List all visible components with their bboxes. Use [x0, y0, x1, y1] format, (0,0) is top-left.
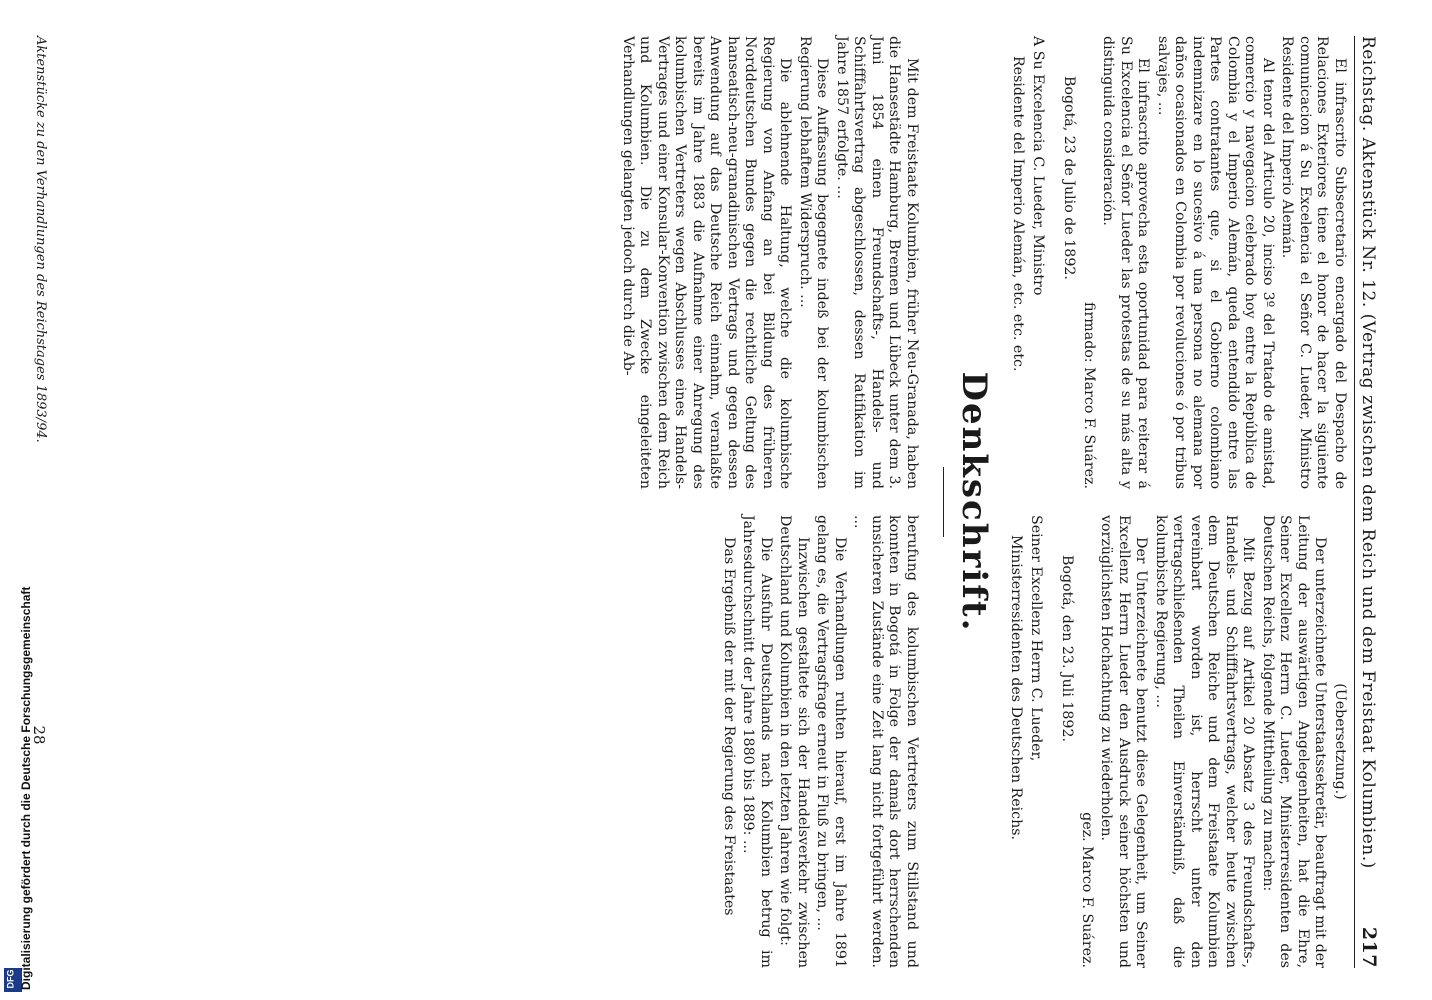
spanish-addressee [1009, 36, 1046, 489]
german-paragraph: Der unterzeichnete Unterstaatssekretär, beauftragt mit der Leitung der auswärtigen Angelegenheiten, hat die Ehre, Seiner Excellenz Herrn C. Lueder, Ministerresidenten des Deutschen Reichs, folgende Mittheilung zu machen: [1260, 515, 1329, 968]
denkschrift-paragraph: Mit dem Freistaate Kolumbien, früher Neu-Granada, haben die Hansestädte Hamburg, Bremen und Lübeck unter dem 3. Juni 1854 einen Freundschafts-, Handels- und Schifffahrtsvertrag abgeschlossen, dessen Ratifikation im Jahre 1857 erfolgte. ... [834, 36, 920, 489]
german-column [988, 515, 1348, 968]
dfg-logo-text: DFG [5, 969, 16, 989]
footer-signature-mark: 28 [30, 725, 48, 745]
page-number: 217 [1358, 926, 1380, 968]
denkschrift-paragraph: berufung des kolumbischen Vertreters zum Stillstand und konnten in Bogotá in Folge der damals dort herrschenden unsicheren Zustände eine Zeit lang nicht fortgeführt werden. ... [851, 515, 920, 968]
denkschrift-paragraph: Inzwischen gestaltete sich der Handelsverkehr zwischen Deutschland und Kolumbien in den letzten Jahren wie folgt: [777, 515, 811, 968]
spanish-addressee-line: Residente del Imperio Alemán, etc. etc. etc. [1010, 56, 1027, 372]
digitization-credit-text: Digitalisierung gefördert durch die Deutsche Forschungsgemeinschaft [19, 586, 33, 990]
german-addressee-line: Seiner Excellenz Herrn C. Lueder, [1028, 515, 1044, 762]
digitization-credit [4, 0, 33, 1000]
footer-left: Aktenstücke zu den Verhandlungen des Reichstages 1893/94. [33, 36, 48, 443]
denkschrift-title: Denkschrift. [954, 371, 994, 633]
german-signature: gez. Marco F. Suárez. [1079, 812, 1095, 968]
denkschrift-paragraph: Die Ausfuhr Deutschlands nach Kolumbien betrug im Jahresdurchschnitt der Jahre 1880 bis 1889: ... [740, 515, 774, 968]
spanish-signature: firmado: Marco F. Suárez. [1081, 302, 1097, 489]
spanish-addressee-line: A Su Excelencia C. Lueder, Ministro [1030, 36, 1046, 296]
spanish-paragraph: El infrascrito Subsecretario encargado del Despacho de Relaciones Exteriores tiene el honor de hacer la siguiente comunicacion á Su Excelencia el Señor C. Lueder, Ministro Residente del Imperio Alemán. [1279, 36, 1348, 489]
running-head-title: Reichstag. Aktenstück Nr. 12. (Vertrag zwischen dem Reich und dem Freistaat Kolumbien.) [1358, 36, 1378, 869]
letter-section [988, 36, 1348, 968]
denkschrift-left-column [52, 36, 920, 489]
document-page [22, 22, 1392, 982]
german-place-date: Bogotá, den 23. Juli 1892. [1059, 555, 1076, 742]
denkschrift-right-column [52, 515, 920, 968]
denkschrift-section [52, 36, 920, 968]
german-addressee [1007, 515, 1044, 968]
german-addressee-line: Ministerresidenten des Deutschen Reichs. [1008, 535, 1025, 841]
translation-heading: (Uebersetzung.) [1332, 683, 1348, 800]
title-rule [943, 467, 944, 537]
german-paragraph: Mit Bezug auf Artikel 20 Absatz 3 des Freundschafts-, Handels- und Schifffahrtsvertrags, welcher heute zwischen dem Deutschen Reiche und dem Freistaate Kolumbien vereinbart worden ist, herrscht unter den vertragschließenden Theilen Einverständniß, daß die kolumbische Regierung, ... [1153, 515, 1257, 968]
spanish-paragraph: Al tenor del Articulo 20, inciso 3º del Tratado de amistad, comercio y navegacion celebrado hoy entre la República de Colombia y el Imperio Alemán, queda entendido entre las Partes contratantes que, si el Gobierno colombiano indemnizare en lo sucesivo á una persona no alemana por daños ocasionados en Colombia por revoluciones ó por tribus salvajes, ... [1155, 36, 1276, 489]
denkschrift-title-block [928, 36, 994, 968]
denkschrift-paragraph: Die Verhandlungen ruhten hierauf, erst im Jahre 1891 gelang es, die Vertragsfrage erneut in Fluß zu bringen, ... [814, 515, 848, 968]
german-paragraph: Der Unterzeichnete benutzt diese Gelegenheit, um Seiner Excellenz Herrn Lueder den Ausdruck seiner höchsten und vorzüglichsten Hochachtung zu wiederholen. [1098, 515, 1150, 968]
running-head [1354, 36, 1392, 968]
spanish-paragraph: El infrascrito aprovecha esta oportunidad para reiterar á Su Excelencia el Señor Lueder las protestas de su más alta y distinguida consideración. [1100, 36, 1152, 489]
denkschrift-paragraph: Diese Auffassung begegnete indeß bei der kolumbischen Regierung lebhaftem Widerspruch. ... [797, 36, 831, 489]
spanish-place-date: Bogotá, 23 de Julio de 1892. [1061, 76, 1078, 280]
denkschrift-paragraph: Die ablehnende Haltung, welche die kolumbische Regierung von Anfang an bei Bildung des früheren Norddeutschen Bundes gegen die rechtliche Geltung des hanseatisch-neu-granadinischen Vertrags und gegen dessen Anwendung auf das Deutsche Reich einnahm, veranlaßte bereits im Jahre 1883 die Aufnahme einer Anregung des kolumbischen Vertreters wegen Abschlusses eines Handels-Vertrages und einer Konsular-Konvention zwischen dem Reich und Kolumbien. Die zu dem Zwecke eingeleiteten Verhandlungen gelangten jedoch durch die Ab- [620, 36, 794, 489]
spanish-column [988, 36, 1348, 489]
denkschrift-paragraph: Das Ergebniß der mit der Regierung des Freistaates [721, 537, 737, 916]
